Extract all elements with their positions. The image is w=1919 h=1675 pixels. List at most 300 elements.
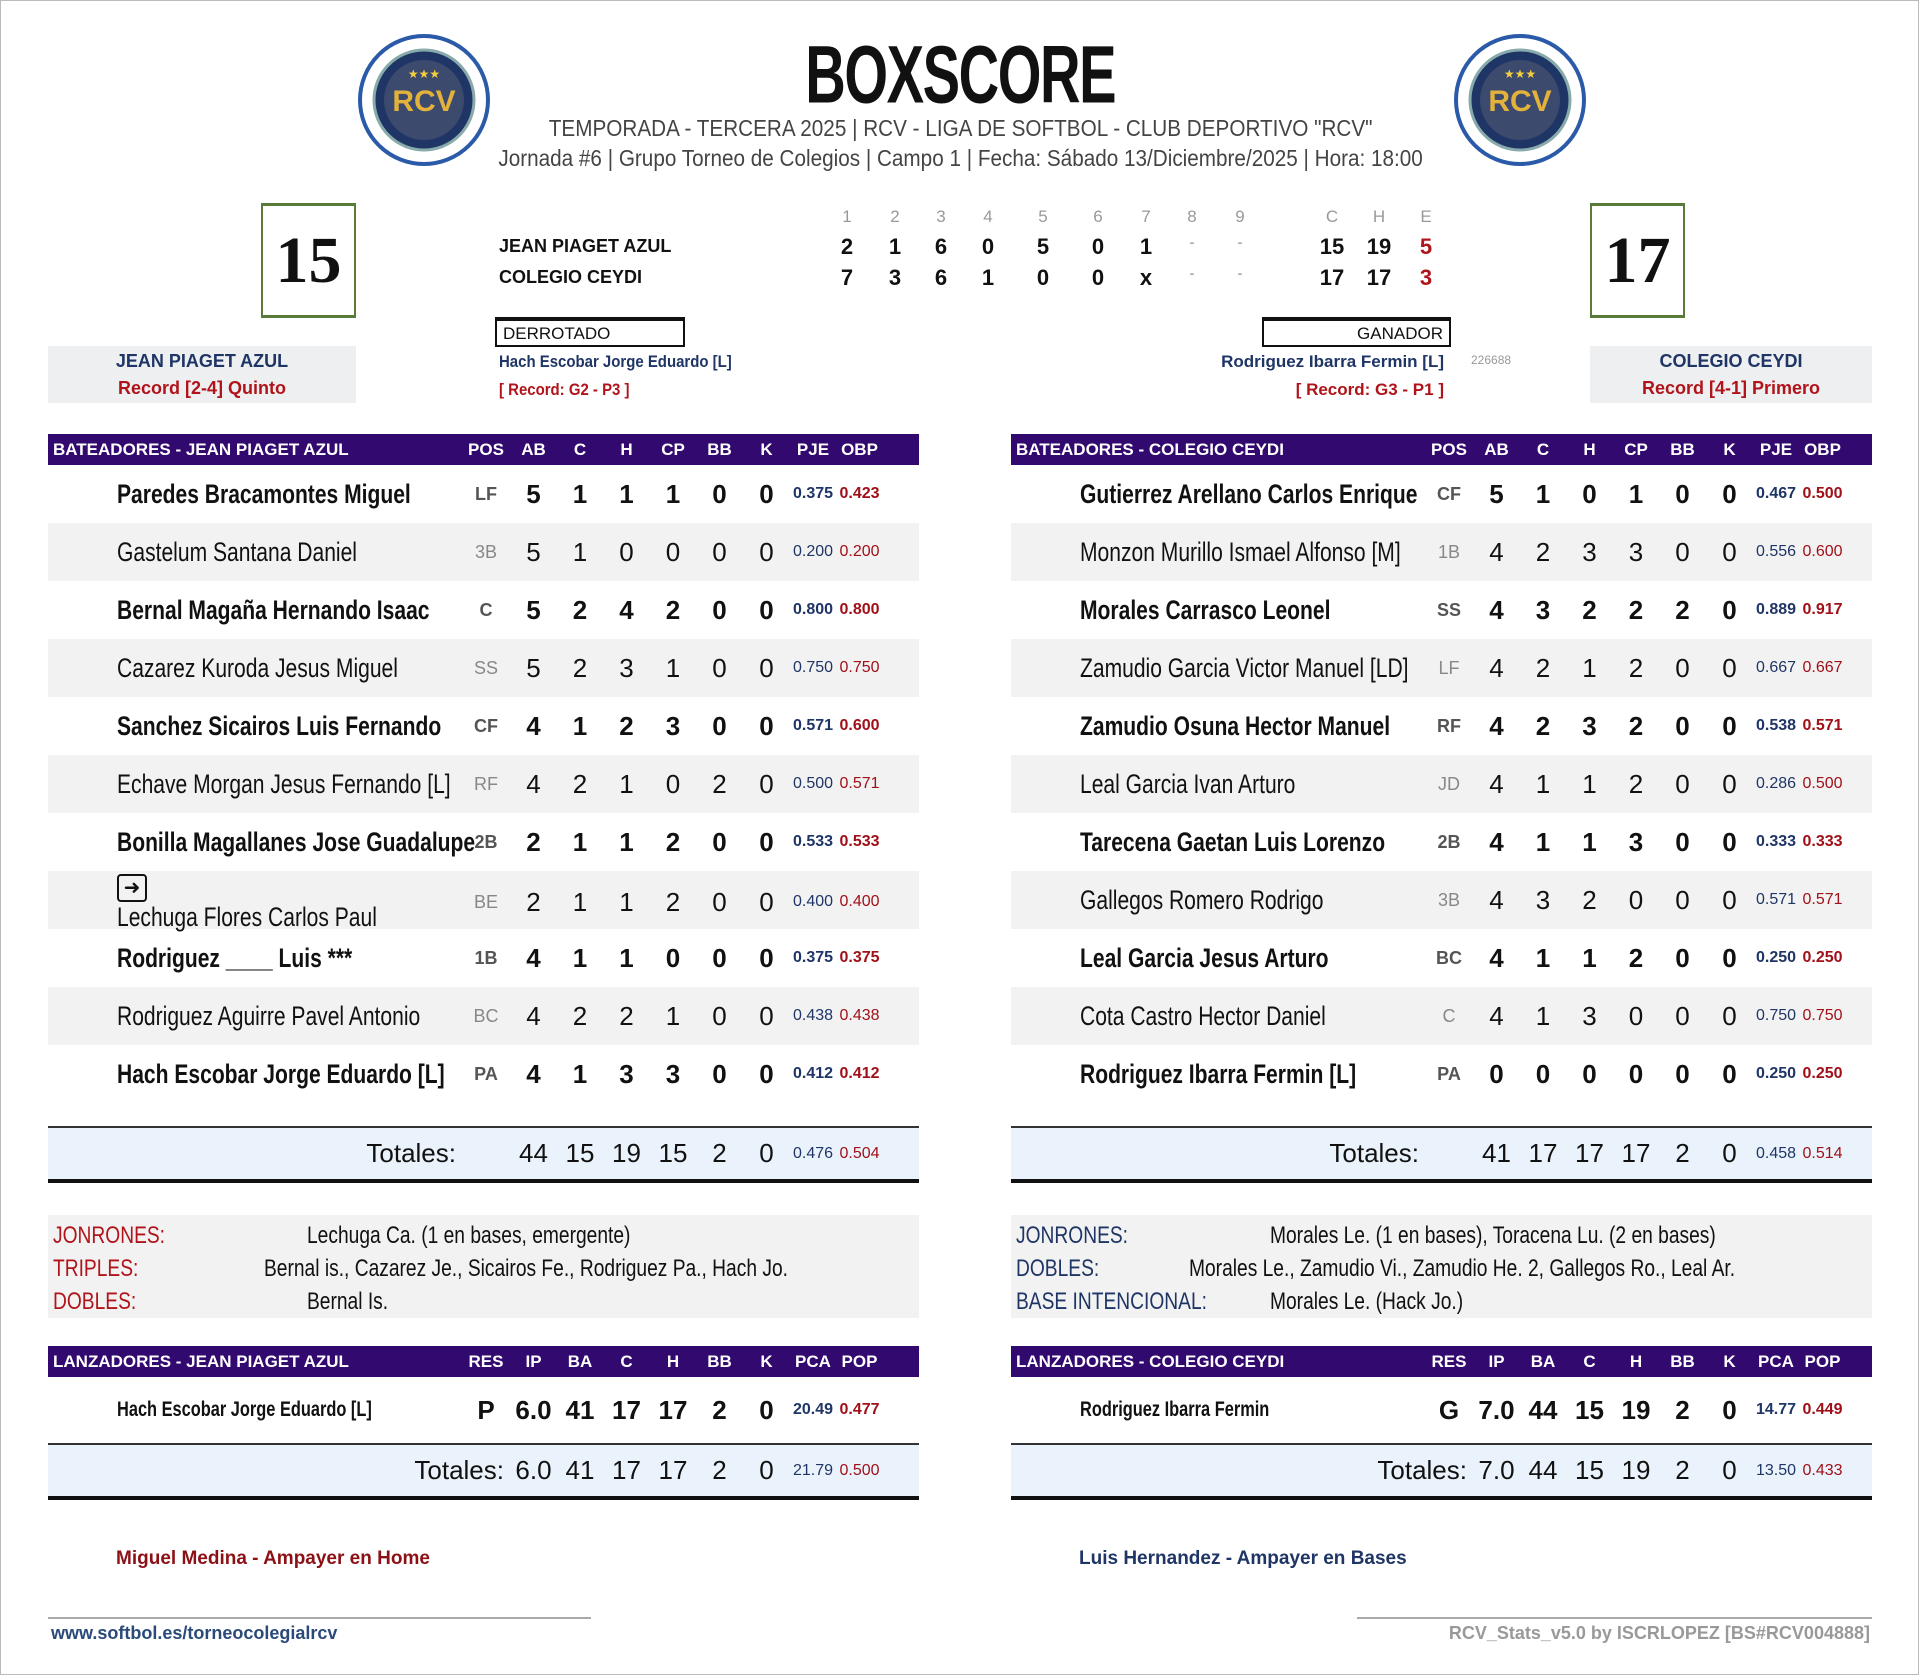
- totals-cell: 0: [759, 1138, 774, 1168]
- table-row: [48, 639, 919, 697]
- svg-text:RCV: RCV: [1488, 85, 1552, 118]
- inning-header: 5: [1038, 207, 1048, 226]
- stat-cell: 0.400: [839, 893, 880, 910]
- column-header: K: [1723, 439, 1736, 459]
- away-team-info: [48, 346, 356, 403]
- stat-cell: 0.571: [1755, 891, 1797, 908]
- note-line: [48, 1285, 919, 1318]
- stat-cell: 0: [712, 886, 727, 917]
- totals-cell: 21.79: [792, 1461, 834, 1479]
- column-header: H: [1629, 1351, 1643, 1371]
- stat-cell: 0: [759, 478, 774, 509]
- stat-cell: 1: [1582, 652, 1597, 683]
- stat-cell: 3: [1535, 594, 1551, 625]
- stat-cell: 14.77: [1755, 1401, 1797, 1418]
- winner-code: 226688: [1471, 353, 1512, 367]
- player-name-text: Paredes Bracamontes Miguel: [117, 478, 411, 509]
- stat-cell: 2: [526, 886, 541, 917]
- base-umpire: Luis Hernandez - Ampayer en Bases: [1079, 1548, 1407, 1569]
- stat-cell: 0: [1675, 652, 1690, 683]
- season-line: TEMPORADA - TERCERA 2025 | RCV - LIGA DE SOFTBOL - CLUB DEPORTIVO "RCV": [548, 115, 1373, 141]
- stat-cell: 1: [619, 942, 634, 973]
- totals-label: Totales:: [414, 1455, 504, 1485]
- totals-cell: 0: [759, 1455, 774, 1485]
- inning-header: C: [1325, 207, 1339, 226]
- player-name-text: Gutierrez Arellano Carlos Enrique: [1080, 478, 1418, 509]
- inning-header: 7: [1141, 207, 1151, 226]
- inning-score: 6: [934, 265, 948, 290]
- table-row: [1011, 813, 1872, 871]
- player-name: [48, 871, 462, 933]
- table-row: [48, 697, 919, 755]
- stat-cell: 0: [665, 536, 681, 567]
- stat-cell: 0.667: [1755, 659, 1797, 676]
- pitcher-row: [48, 1377, 919, 1443]
- totals-cell: 0.500: [839, 1461, 880, 1479]
- stat-cell: 0: [1628, 1000, 1644, 1031]
- inning-header: 8: [1187, 207, 1197, 226]
- table-row: [48, 523, 919, 581]
- stat-cell: 2: [1582, 884, 1597, 915]
- column-header: BA: [1530, 1351, 1556, 1371]
- inning-score: 1: [888, 234, 902, 259]
- player-name: [48, 1059, 462, 1090]
- stat-cell: 0: [712, 1000, 727, 1031]
- column-header: BB: [1670, 1351, 1695, 1371]
- stat-cell: 1: [572, 1058, 588, 1089]
- stat-cell: 1: [1535, 768, 1551, 799]
- note-label-text: JONRONES:: [53, 1221, 166, 1249]
- away-team-name: JEAN PIAGET AZUL: [115, 351, 289, 371]
- losing-pitcher-record: [ Record: G2 - P3 ]: [499, 380, 630, 399]
- player-name: [48, 595, 462, 626]
- inning-score: 7: [840, 265, 854, 290]
- home-score: 17: [1590, 203, 1685, 318]
- player-name-text: Gallegos Romero Rodrigo: [1080, 884, 1324, 915]
- totals-row: [1011, 1443, 1872, 1500]
- stat-cell: 1: [619, 826, 634, 857]
- stat-cell: 0.250: [1802, 949, 1843, 966]
- stat-cell: 0.667: [1802, 659, 1843, 676]
- player-name-text: Zamudio Garcia Victor Manuel [LD]: [1080, 652, 1409, 683]
- note-label: [48, 1255, 264, 1283]
- player-name: [1011, 653, 1425, 684]
- stat-cell: C: [1442, 1005, 1456, 1026]
- inning-header: 9: [1235, 207, 1245, 226]
- stat-cell: SS: [1436, 599, 1461, 620]
- table-row: [1011, 523, 1872, 581]
- runs-total: 15: [1319, 234, 1345, 259]
- column-header: POP: [1804, 1351, 1841, 1371]
- column-header: AB: [521, 439, 546, 459]
- column-header: BB: [707, 1351, 732, 1371]
- winning-pitcher: Rodriguez Ibarra Fermin [L]: [1221, 352, 1444, 371]
- player-name-text: Morales Carrasco Leonel: [1080, 594, 1331, 625]
- batting-table-away: [48, 434, 919, 1183]
- stat-cell: 2: [1628, 942, 1644, 973]
- stat-cell: G: [1438, 1394, 1460, 1425]
- stat-cell: 1: [1535, 942, 1551, 973]
- stat-cell: 3: [1628, 826, 1644, 857]
- stat-cell: SS: [473, 657, 498, 678]
- table-row: [1011, 639, 1872, 697]
- stat-cell: 1: [1582, 826, 1597, 857]
- stat-cell: 0.750: [1755, 1007, 1797, 1024]
- stat-cell: 0.449: [1802, 1401, 1843, 1418]
- away-score: 15: [261, 203, 356, 318]
- stat-cell: 2: [572, 768, 588, 799]
- inning-score: 6: [934, 234, 948, 259]
- stat-cell: 0.200: [839, 543, 880, 560]
- stat-cell: 0.375: [792, 485, 834, 502]
- svg-text:★★★: ★★★: [1503, 67, 1537, 81]
- stat-cell: 1: [1582, 768, 1597, 799]
- player-name: [48, 769, 462, 800]
- inning-header: 6: [1093, 207, 1103, 226]
- stat-cell: 0: [1722, 478, 1737, 509]
- table-header: [1011, 434, 1872, 465]
- inning-score: x: [1139, 265, 1153, 290]
- totals-cell: 2: [712, 1455, 727, 1485]
- totals-label: Totales:: [1377, 1455, 1467, 1485]
- inning-header: 4: [983, 207, 993, 226]
- stat-cell: 0: [1722, 1394, 1737, 1425]
- pitcher-row: [1011, 1377, 1872, 1443]
- stat-cell: 5: [526, 478, 541, 509]
- svg-text:★★★: ★★★: [407, 67, 441, 81]
- stat-cell: 0: [1675, 942, 1690, 973]
- stat-cell: 0: [712, 942, 727, 973]
- pitching-table-away: [48, 1346, 919, 1500]
- stat-cell: 0: [619, 536, 634, 567]
- batting-table-home: [1011, 434, 1872, 1183]
- stat-cell: 0.571: [1802, 717, 1843, 734]
- player-name-text: Lechuga Flores Carlos Paul: [117, 902, 377, 932]
- column-header: C: [1536, 439, 1550, 459]
- totals-cell: 0.504: [839, 1144, 880, 1162]
- stat-cell: 0.917: [1802, 601, 1843, 618]
- player-name-text: Rodriguez ____ Luis ***: [117, 942, 353, 973]
- stat-cell: 4: [1489, 710, 1504, 741]
- player-name: [48, 653, 462, 684]
- table-row: [48, 1045, 919, 1103]
- player-name-text: Bernal Magaña Hernando Isaac: [117, 594, 430, 625]
- stat-cell: 0.500: [1802, 485, 1843, 502]
- stat-cell: JD: [1438, 773, 1460, 794]
- stat-cell: 0.800: [839, 601, 880, 618]
- stat-cell: 2B: [474, 831, 498, 852]
- stat-cell: 4: [1489, 826, 1504, 857]
- stat-cell: 0: [759, 942, 774, 973]
- stat-cell: 0: [712, 1058, 727, 1089]
- note-value-text: Lechuga Ca. (1 en bases, emergente): [307, 1221, 631, 1249]
- stat-cell: 0: [1722, 768, 1737, 799]
- stat-cell: 4: [526, 942, 541, 973]
- stat-cell: 0: [1722, 652, 1737, 683]
- table-row: [1011, 987, 1872, 1045]
- column-header: H: [666, 1351, 680, 1371]
- player-name: [48, 479, 462, 510]
- column-header: BB: [707, 439, 732, 459]
- errors-total: 5: [1419, 234, 1433, 259]
- player-name: [1011, 537, 1425, 568]
- totals-label: Totales:: [366, 1138, 456, 1168]
- inning-header: 2: [890, 207, 900, 226]
- stat-cell: 0.500: [792, 775, 834, 792]
- stat-cell: 4: [1489, 942, 1504, 973]
- spacer: [1011, 1103, 1872, 1126]
- stat-cell: 0.750: [792, 659, 834, 676]
- stat-cell: 2: [572, 1000, 588, 1031]
- player-name-text: Tarecena Gaetan Luis Lorenzo: [1080, 826, 1386, 857]
- player-name: [48, 1001, 462, 1032]
- stat-cell: 0.750: [1802, 1007, 1843, 1024]
- player-name: [1011, 595, 1425, 626]
- stat-cell: 0: [665, 942, 681, 973]
- stat-cell: 0.438: [839, 1007, 880, 1024]
- player-name: [1011, 711, 1425, 742]
- stat-cell: 2: [572, 594, 588, 625]
- stat-cell: 0: [1675, 478, 1690, 509]
- column-header: CP: [1624, 439, 1648, 459]
- stat-cell: 0: [759, 594, 774, 625]
- table-row: [48, 755, 919, 813]
- stat-cell: 3: [665, 1058, 681, 1089]
- stat-cell: 2: [1582, 594, 1597, 625]
- player-name-text: Gastelum Santana Daniel: [117, 536, 357, 567]
- footer-divider: [1357, 1617, 1872, 1619]
- player-name: [1011, 479, 1425, 510]
- stat-cell: 0.750: [839, 659, 880, 676]
- note-value: [307, 1222, 711, 1250]
- totals-row: [1011, 1126, 1872, 1183]
- stat-cell: 3B: [1437, 889, 1461, 910]
- hits-total: 19: [1366, 234, 1392, 259]
- stat-cell: 1: [665, 652, 681, 683]
- totals-cell: 0: [1722, 1138, 1737, 1168]
- column-header: OBP: [1804, 439, 1841, 459]
- stat-cell: 0: [759, 768, 774, 799]
- player-name-text: Zamudio Osuna Hector Manuel: [1080, 710, 1391, 741]
- stat-cell: 5: [526, 536, 541, 567]
- stat-cell: CF: [1437, 483, 1461, 504]
- stat-cell: 0: [665, 768, 681, 799]
- player-name-text: Bonilla Magallanes Jose Guadalupe: [117, 826, 476, 857]
- stat-cell: 0.467: [1755, 485, 1797, 502]
- totals-cell: 17: [1575, 1138, 1604, 1168]
- stat-cell: 4: [1489, 884, 1504, 915]
- stat-cell: LF: [475, 483, 497, 504]
- inning-score: -: [1237, 234, 1243, 250]
- stat-cell: 0.500: [1802, 775, 1843, 792]
- player-name-text: Rodriguez Aguirre Pavel Antonio: [117, 1000, 421, 1031]
- stat-cell: 0: [1489, 1058, 1504, 1089]
- stat-cell: 4: [526, 1058, 541, 1089]
- spacer: [48, 1103, 919, 1126]
- stat-cell: 1: [1535, 478, 1551, 509]
- player-name: [1011, 827, 1425, 858]
- stat-cell: 0: [1675, 826, 1690, 857]
- stat-cell: 0: [759, 826, 774, 857]
- stat-cell: 0.412: [792, 1065, 834, 1082]
- player-name-text: Cota Castro Hector Daniel: [1080, 1000, 1326, 1031]
- stat-cell: 4: [1489, 594, 1504, 625]
- stat-cell: 0: [1722, 884, 1737, 915]
- stat-cell: 0.250: [1802, 1065, 1843, 1082]
- table-row: [1011, 755, 1872, 813]
- player-name: [1011, 769, 1425, 800]
- stat-cell: PA: [1437, 1063, 1461, 1084]
- player-name-text: Rodriguez Ibarra Fermin: [1080, 1398, 1270, 1421]
- stat-cell: 3: [1582, 1000, 1597, 1031]
- stat-cell: 0: [712, 826, 727, 857]
- stat-cell: 7.0: [1478, 1394, 1515, 1425]
- totals-cell: 44: [1528, 1455, 1558, 1485]
- note-value: [1270, 1222, 1827, 1250]
- player-name-text: Sanchez Sicairos Luis Fernando: [117, 710, 442, 741]
- stat-cell: 0.250: [1755, 949, 1797, 966]
- inning-score: 0: [1091, 234, 1105, 259]
- stat-cell: 20.49: [792, 1401, 834, 1418]
- inning-score: 1: [981, 265, 995, 290]
- stat-cell: 0: [1722, 536, 1737, 567]
- column-header: POS: [1431, 439, 1467, 459]
- note-line: [48, 1219, 919, 1252]
- totals-cell: 0: [1722, 1455, 1737, 1485]
- totals-cell: 0.458: [1755, 1144, 1797, 1162]
- stat-cell: 0: [759, 886, 774, 917]
- inning-score: 0: [1091, 265, 1105, 290]
- column-header: POP: [841, 1351, 878, 1371]
- note-value-text: Bernal is., Cazarez Je., Sicairos Fe., Rodriguez Pa., Hach Jo.: [264, 1254, 789, 1282]
- table-title: BATEADORES - JEAN PIAGET AZUL: [53, 439, 349, 459]
- player-name-text: Cazarez Kuroda Jesus Miguel: [117, 652, 398, 683]
- totals-cell: 19: [612, 1138, 641, 1168]
- table-title: BATEADORES - COLEGIO CEYDI: [1016, 439, 1284, 459]
- totals-row: [48, 1126, 919, 1183]
- stat-cell: 2: [1535, 652, 1551, 683]
- player-name-text: Monzon Murillo Ismael Alfonso [M]: [1080, 536, 1401, 567]
- totals-cell: 0.433: [1802, 1461, 1843, 1479]
- stat-cell: 2: [1628, 710, 1644, 741]
- stat-cell: 0: [759, 1394, 774, 1425]
- stat-cell: 4: [526, 768, 541, 799]
- note-value-text: Morales Le. (Hack Jo.): [1270, 1287, 1464, 1315]
- stat-cell: 4: [1489, 1000, 1504, 1031]
- table-header: [48, 1346, 919, 1377]
- page-title: BOXSCORE: [805, 27, 1116, 121]
- totals-cell: 13.50: [1755, 1461, 1797, 1479]
- column-header: IP: [1488, 1351, 1505, 1371]
- stat-cell: 4: [526, 710, 541, 741]
- footer-url[interactable]: www.softbol.es/torneocolegialrcv: [51, 1623, 338, 1643]
- totals-cell: 0.514: [1802, 1144, 1843, 1162]
- stat-cell: 2: [1628, 594, 1644, 625]
- stat-cell: 4: [526, 1000, 541, 1031]
- stat-cell: 0: [1722, 826, 1737, 857]
- winning-pitcher-record: [ Record: G3 - P1 ]: [1295, 380, 1444, 399]
- stat-cell: 1: [619, 886, 634, 917]
- stat-cell: RF: [474, 773, 498, 794]
- stat-cell: 0: [1722, 1000, 1737, 1031]
- player-name: [48, 1398, 462, 1422]
- stat-cell: 3: [665, 710, 681, 741]
- stat-cell: 0.600: [839, 717, 880, 734]
- note-value: [1189, 1255, 1872, 1283]
- stat-cell: CF: [474, 715, 498, 736]
- column-header: AB: [1484, 439, 1509, 459]
- totals-cell: 15: [1575, 1455, 1604, 1485]
- errors-total: 3: [1419, 265, 1433, 290]
- note-label-text: TRIPLES:: [53, 1254, 139, 1282]
- column-header: H: [1583, 439, 1596, 459]
- stat-cell: 4: [619, 594, 634, 625]
- linescore-team: COLEGIO CEYDI: [499, 267, 643, 287]
- stat-cell: 0.571: [1802, 891, 1843, 908]
- stat-cell: P: [477, 1394, 495, 1425]
- note-value-text: Morales Le., Zamudio Vi., Zamudio He. 2, Gallegos Ro., Leal Ar.: [1189, 1254, 1736, 1282]
- footer-credit: RCV_Stats_v5.0 by ISCRLOPEZ [BS#RCV004888]: [1448, 1623, 1870, 1643]
- stat-cell: 2: [1675, 1394, 1690, 1425]
- table-row: [48, 813, 919, 871]
- stat-cell: 0.889: [1755, 601, 1797, 618]
- stat-cell: 1: [572, 536, 588, 567]
- stat-cell: 0.412: [839, 1065, 880, 1082]
- stat-cell: 1: [1535, 826, 1551, 857]
- svg-text:RCV: RCV: [392, 85, 456, 118]
- stat-cell: 2: [526, 826, 541, 857]
- inning-score: 1: [1139, 234, 1153, 259]
- stat-cell: 1: [619, 768, 634, 799]
- stat-cell: 2: [619, 1000, 634, 1031]
- note-label-text: DOBLES:: [1016, 1254, 1100, 1282]
- inning-score: 2: [840, 234, 854, 259]
- stat-cell: 0: [1722, 942, 1737, 973]
- footer-divider: [48, 1617, 591, 1619]
- table-row: [48, 465, 919, 523]
- stat-cell: 0.571: [792, 717, 834, 734]
- note-label: [1011, 1288, 1270, 1316]
- stat-cell: 0: [1582, 478, 1597, 509]
- stat-cell: 1: [572, 942, 588, 973]
- stat-cell: BC: [473, 1005, 499, 1026]
- hits-total: 17: [1366, 265, 1392, 290]
- column-header: PJE: [796, 439, 830, 459]
- stat-cell: 0: [1628, 1058, 1644, 1089]
- column-header: IP: [525, 1351, 542, 1371]
- inning-header: 3: [936, 207, 946, 226]
- stat-cell: 0: [1675, 1000, 1690, 1031]
- column-header: H: [620, 439, 633, 459]
- stat-cell: 44: [1528, 1394, 1558, 1425]
- totals-cell: 41: [1482, 1138, 1511, 1168]
- stat-cell: 2: [1535, 710, 1551, 741]
- player-name-text: Rodriguez Ibarra Fermin [L]: [1080, 1058, 1357, 1089]
- stat-cell: 0: [1675, 1058, 1690, 1089]
- column-header: K: [1723, 1351, 1736, 1371]
- stat-cell: 0: [1675, 768, 1690, 799]
- stat-cell: 0.423: [839, 485, 880, 502]
- stat-cell: 0.375: [792, 949, 834, 966]
- stat-cell: 1: [1535, 1000, 1551, 1031]
- column-header: OBP: [841, 439, 878, 459]
- stat-cell: 0.477: [839, 1401, 880, 1418]
- player-name-text: Echave Morgan Jesus Fernando [L]: [117, 768, 451, 799]
- player-name-text: Hach Escobar Jorge Eduardo [L]: [117, 1398, 372, 1421]
- table-row: [1011, 929, 1872, 987]
- notes-away: [48, 1215, 919, 1318]
- stat-cell: 0.400: [792, 893, 834, 910]
